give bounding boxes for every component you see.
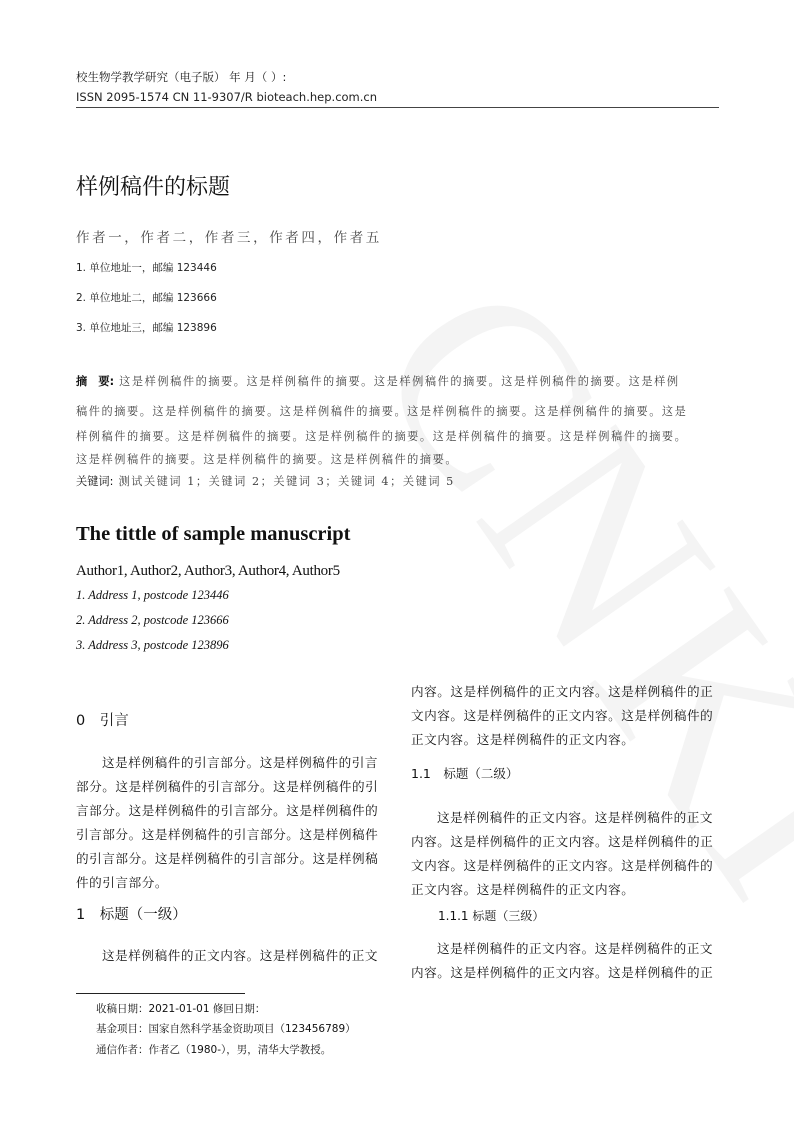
authors: 作者一，作者二，作者三，作者四，作者五 — [76, 230, 382, 246]
body-text-line: 文内容。这是样例稿件的正文内容。这是样例稿件的 — [411, 858, 714, 873]
english-address-1: 1. Address 1, postcode 123446 — [76, 588, 229, 602]
body-text-line: 这是样例稿件的正文内容。这是样例稿件的正文 — [102, 948, 379, 963]
body-text-line: 内容。这是样例稿件的正文内容。这是样例稿件的正 — [411, 684, 714, 699]
body-text-line: 言部分。这是样例稿件的引言部分。这是样例稿件的 — [76, 803, 379, 818]
keywords-value: 测试关键词 1；关键词 2；关键词 3；关键词 4；关键词 5 — [118, 475, 455, 488]
page-title: 样例稿件的标题 — [76, 175, 231, 200]
body-text-line: 这是样例稿件的正文内容。这是样例稿件的正文 — [437, 810, 714, 825]
body-text-line: 件的引言部分。 — [76, 875, 169, 890]
abstract-line: 样例稿件的摘要。这是样例稿件的摘要。这是样例稿件的摘要。这是样例稿件的摘要。这是样例稿件的摘要。 — [76, 430, 688, 443]
header-rule — [76, 107, 719, 108]
body-text-line: 文内容。这是样例稿件的正文内容。这是样例稿件的 — [411, 708, 714, 723]
footnote-funding: 基金项目：国家自然科学基金资助项目（123456789） — [96, 1023, 356, 1035]
body-text-line: 正文内容。这是样例稿件的正文内容。 — [411, 882, 635, 897]
issn-line: ISSN 2095-1574 CN 11-9307/R bioteach.hep.com.cn — [76, 90, 378, 104]
english-address-2: 2. Address 2, postcode 123666 — [76, 613, 229, 627]
keywords-line: 关键词: 测试关键词 1；关键词 2；关键词 3；关键词 4；关键词 5 — [76, 475, 455, 488]
footnote-received: 收稿日期：2021-01-01 修回日期： — [96, 1003, 266, 1015]
address-2: 2. 单位地址二，邮编 123666 — [76, 292, 217, 304]
body-text-line: 的引言部分。这是样例稿件的引言部分。这是样例稿 — [76, 851, 379, 866]
heading-level-2: 1.1 标题（二级） — [411, 766, 519, 781]
keywords-label: 关键词 — [76, 475, 110, 488]
heading-level-3: 1.1.1 标题（三级） — [438, 909, 545, 923]
abstract-label: 摘 要 — [76, 375, 110, 388]
english-title: The tittle of sample manuscript — [76, 523, 351, 545]
body-text-line: 内容。这是样例稿件的正文内容。这是样例稿件的正 — [411, 965, 714, 980]
body-text-line: 这是样例稿件的正文内容。这是样例稿件的正文 — [437, 941, 714, 956]
body-text-line: 部分。这是样例稿件的引言部分。这是样例稿件的引 — [76, 779, 379, 794]
body-text-line: 内容。这是样例稿件的正文内容。这是样例稿件的正 — [411, 834, 714, 849]
footnote-rule — [76, 993, 245, 994]
english-address-3: 3. Address 3, postcode 123896 — [76, 638, 229, 652]
abstract-line: 摘 要: 这是样例稿件的摘要。这是样例稿件的摘要。这是样例稿件的摘要。这是样例稿件的摘要。这是样例 — [76, 375, 680, 388]
journal-header: 校生物学教学研究（电子版） 年 月（ ）: — [76, 70, 287, 84]
body-text-line: 引言部分。这是样例稿件的引言部分。这是样例稿件 — [76, 827, 379, 842]
abstract-line: 这是样例稿件的摘要。这是样例稿件的摘要。这是样例稿件的摘要。 — [76, 453, 459, 466]
abstract-line: 稿件的摘要。这是样例稿件的摘要。这是样例稿件的摘要。这是样例稿件的摘要。这是样例稿件的摘要。这是 — [76, 405, 688, 418]
body-text-line: 正文内容。这是样例稿件的正文内容。 — [411, 732, 635, 747]
address-3: 3. 单位地址三，邮编 123896 — [76, 322, 217, 334]
body-text-line: 这是样例稿件的引言部分。这是样例稿件的引言 — [102, 755, 379, 770]
footnote-corresponding: 通信作者：作者乙（1980-），男，清华大学教授。 — [96, 1044, 332, 1056]
address-1: 1. 单位地址一，邮编 123446 — [76, 262, 217, 274]
heading-introduction: 0 引言 — [76, 713, 129, 729]
english-authors: Author1, Author2, Author3, Author4, Author5 — [76, 563, 340, 579]
heading-level-1: 1 标题（一级） — [76, 907, 187, 923]
